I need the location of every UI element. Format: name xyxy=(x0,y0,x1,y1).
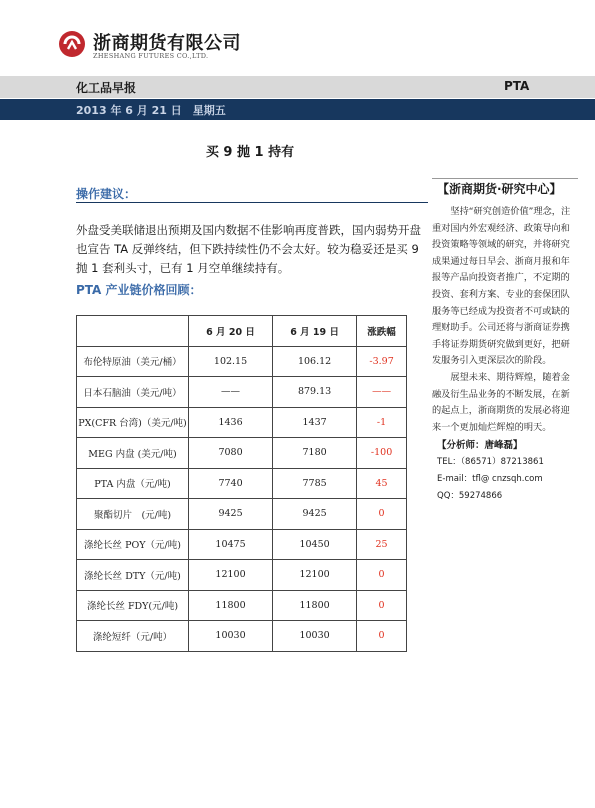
price-cell: 7180 xyxy=(273,438,357,469)
company-name-english: ZHESHANG FUTURES CO.,LTD. xyxy=(93,52,209,60)
price-cell: 106.12 xyxy=(273,346,357,377)
price-cell: 1437 xyxy=(273,407,357,438)
price-cell: 11800 xyxy=(273,590,357,621)
price-cell: —— xyxy=(189,377,273,408)
price-review-heading: PTA 产业链价格回顾： xyxy=(76,283,202,297)
product-name-cell: 涤纶长丝 DTY（元/吨) xyxy=(77,560,189,591)
price-cell: 10030 xyxy=(189,621,273,652)
analyst-email: E-mail：tfl@ cnzsqh.com xyxy=(437,474,543,484)
company-name: 浙商期货有限公司 xyxy=(93,33,241,54)
price-cell: 10475 xyxy=(189,529,273,560)
price-cell: 12100 xyxy=(189,560,273,591)
product-name-cell: 涤纶长丝 POY（元/吨) xyxy=(77,529,189,560)
table-row xyxy=(77,529,407,560)
price-cell: 7080 xyxy=(189,438,273,469)
report-type: 化工品早报 xyxy=(76,81,137,95)
change-cell: 0 xyxy=(357,499,407,530)
analyst-label: 【分析师：唐峰磊】 xyxy=(437,440,523,451)
product-name-cell: PX(CFR 台湾)（美元/吨) xyxy=(77,407,189,438)
table-row xyxy=(77,590,407,621)
change-cell: 0 xyxy=(357,560,407,591)
operation-body: 外盘受美联储退出预期及国内数据不佳影响再度普跌，国内弱势开盘也宣告 TA 反弹终结，但下跌持续性仍不会太好。较为稳妥还是买 9 抛 1 套利头寸，已有 1 月空单继续持有。 xyxy=(76,223,421,275)
table-row xyxy=(77,468,407,499)
product-name-cell: MEG 内盘 (美元/吨) xyxy=(77,438,189,469)
sidebar-title: 【浙商期货·研究中心】 xyxy=(437,182,562,196)
table-header-row xyxy=(77,316,407,347)
table-row xyxy=(77,560,407,591)
table-row xyxy=(77,621,407,652)
sidebar-body xyxy=(432,204,578,436)
product-code: PTA xyxy=(504,79,530,93)
table-row xyxy=(77,346,407,377)
change-cell: 0 xyxy=(357,621,407,652)
operation-heading: 操作建议： xyxy=(76,187,137,201)
change-cell: 25 xyxy=(357,529,407,560)
product-name-cell: 日本石脑油（美元/吨） xyxy=(77,377,189,408)
report-title: 买 9 抛 1 持有 xyxy=(205,145,295,160)
product-name-cell: 涤纶长丝 FDY(元/吨) xyxy=(77,590,189,621)
price-cell: 11800 xyxy=(189,590,273,621)
product-name-cell: 涤纶短纤（元/吨） xyxy=(77,621,189,652)
price-cell: 102.15 xyxy=(189,346,273,377)
change-cell: -3.97 xyxy=(357,346,407,377)
change-cell: 0 xyxy=(357,590,407,621)
price-cell: 7740 xyxy=(189,468,273,499)
analyst-qq: QQ：59274866 xyxy=(437,491,503,501)
company-logo-icon xyxy=(58,30,86,58)
sidebar-divider xyxy=(432,178,578,179)
section-divider xyxy=(76,202,428,203)
change-cell: -100 xyxy=(357,438,407,469)
product-name-cell: 聚酯切片 (元/吨) xyxy=(77,499,189,530)
report-date: 2013 年 6 月 21 日 星期五 xyxy=(76,104,226,117)
table-row xyxy=(77,377,407,408)
price-cell: 7785 xyxy=(273,468,357,499)
change-cell: -1 xyxy=(357,407,407,438)
sidebar-paragraph: 展望未来、期待辉煌，随着金融及衍生品业务的不断发展，在新的起点上，浙商期货的发展必将迎来一个更加灿烂辉煌的明天。 xyxy=(432,371,570,433)
price-cell: 1436 xyxy=(189,407,273,438)
price-cell: 879.13 xyxy=(273,377,357,408)
table-row xyxy=(77,499,407,530)
price-cell: 9425 xyxy=(273,499,357,530)
table-header-cell: 涨跌幅 xyxy=(357,316,407,347)
sidebar-paragraph: 坚持“研究创造价值”理念，注重对国内外宏观经济、政策导向和投资策略等领域的研究，并将研究成果通过每日早会、浙商月报和年报等产品向投资者推广，不定期的投资、套利方案、专业的套保团队服务等已经成为投资者不可或缺的理财助手。公司还将与浙商证券携手将证券期货研究做到更好，把研发服务引入更深层次的阶段。 xyxy=(432,206,571,367)
price-cell: 12100 xyxy=(273,560,357,591)
product-name-cell: 布伦特原油（美元/桶） xyxy=(77,346,189,377)
price-cell: 9425 xyxy=(189,499,273,530)
analyst-phone: TEL：（86571）87213861 xyxy=(437,457,544,467)
table-header-cell: 6 月 19 日 xyxy=(273,316,357,347)
table-header-cell xyxy=(77,316,189,347)
price-cell: 10450 xyxy=(273,529,357,560)
table-row xyxy=(77,438,407,469)
table-row xyxy=(77,407,407,438)
price-cell: 10030 xyxy=(273,621,357,652)
change-cell: —— xyxy=(357,377,407,408)
price-table xyxy=(76,315,407,652)
change-cell: 45 xyxy=(357,468,407,499)
product-name-cell: PTA 内盘（元/吨) xyxy=(77,468,189,499)
table-header-cell: 6 月 20 日 xyxy=(189,316,273,347)
